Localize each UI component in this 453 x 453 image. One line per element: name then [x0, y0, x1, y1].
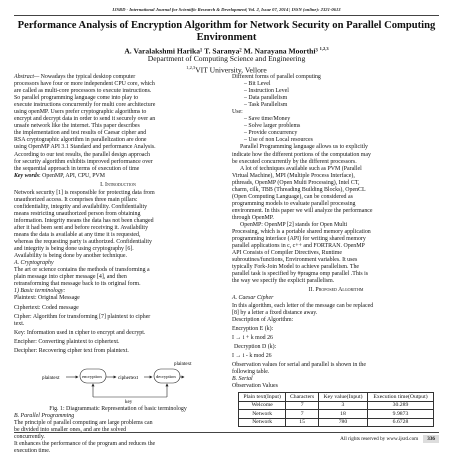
abstract-label: Abstract— [14, 74, 40, 80]
fig-key: key [125, 399, 133, 405]
footer-rule [14, 432, 439, 433]
keywords-text: : OpenMP, API, CPU, PVM [39, 172, 106, 179]
table-cell: 15 [286, 418, 319, 427]
abstract-line-5: using openMP. Users prefer cryptographic algorithms to [14, 109, 147, 116]
parallel-line-3: It enhances the performance of the program and reduces the [14, 441, 156, 448]
intro-line-3: means restricting unauthorized person from obtaining [14, 210, 141, 217]
keywords-label: Key words [14, 172, 40, 179]
parallel-line-2: concurrently. [14, 433, 45, 440]
table-cell: 30.289 [368, 401, 434, 410]
table-title: Observation Values [232, 382, 278, 389]
fig-encryption: encryption [82, 373, 102, 379]
observation-table [238, 392, 434, 427]
abstract-line-11: According to our test results, the parallel design approach [14, 151, 150, 158]
abstract-line-2: are called as multi-core processors to execute instructions. [14, 88, 152, 95]
encryption-diagram [32, 357, 204, 405]
para1-line-3: A lot of techniques available such as PVM (Parallel [240, 165, 362, 172]
forms-list [244, 81, 440, 109]
caesar-line-5: Decryption D (k): [234, 343, 277, 350]
parallel-line-1: be divided into smaller ones, and are the solved [14, 426, 127, 433]
table-cell: 3 [318, 401, 367, 410]
table-cell: Network [239, 418, 286, 427]
para1-line-2: be executed concurrently by the different processors. [232, 158, 357, 165]
abstract-line-4: execute instructions concurrently for multi core architecture [14, 102, 156, 109]
abstract-line-1: processors have four or more independent CPU core, which [14, 81, 155, 88]
fig-plaintext-right: plaintext [174, 361, 192, 367]
abstract-line-13: the sequential approach in terms of execution of time [14, 165, 140, 172]
university-marker: 1,2,3 [186, 65, 196, 70]
caesar-paragraph [232, 303, 440, 376]
para2-line-7: parallel task is specified by #pragma omp parallel .This is [232, 271, 369, 278]
fig-ciphertext: ciphertext [118, 375, 138, 381]
term-5: Encipher: Converting plaintext to ciphertext. [14, 338, 120, 345]
term-2: Cipher: Algorithm for transforming [7] plaintext to cipher [14, 313, 151, 320]
table-cell: 18 [318, 410, 367, 419]
term-1: Ciphertext: Coded message [14, 304, 79, 311]
parallel-line-0: The principle of parallel computing are large problems can [14, 419, 153, 426]
para1-line-6: charm, cilk, TBB (Threading Building Blocks), OpenCL [232, 186, 366, 193]
subsection-caesar-cipher: A. Caesar Cipher [232, 295, 274, 302]
journal-header: IJSRD - International Journal for Scientific Research & Development| Vol. 2, Issue 07, 2014 | ISSN (online): 2321-0613 [112, 7, 341, 12]
para2-line-4: API Consists of Compiler Directives, Runtime [232, 250, 342, 257]
fig-decryption: decryption [156, 373, 176, 379]
section-proposed-algorithm: II. Proposed Algorithm [308, 287, 364, 294]
parallel-line-4: execution time. [14, 448, 51, 453]
intro-line-4: information. Integrity means the data has not been changed [14, 217, 154, 224]
keywords [14, 173, 222, 180]
para2-line-2: programming interface (API) for writing shared memory [232, 236, 366, 243]
table-header-row [239, 393, 434, 402]
abstract-line-6: encrypt and decrypt data in order to send it securely over an [14, 116, 156, 123]
caesar-line-2: Description of Algorithm: [232, 316, 294, 323]
page-footer [340, 435, 439, 443]
terminology-figure [14, 357, 222, 405]
para1-line-1: indicate how the different portions of the computation may [232, 151, 371, 158]
use-label: Use: [232, 109, 243, 116]
table-row [239, 418, 434, 427]
intro-line-5: after it had been sent and before receiving it. Availability [14, 224, 149, 231]
table-cell: 6.6728 [368, 418, 434, 427]
intro-line-8: and integrity is being done using cryptography [6]. [14, 246, 134, 253]
university: VIT University, Vellore [195, 65, 267, 75]
intro-line-7: whereas the requesting party is authorized. Confidentiality [14, 239, 152, 246]
list-item: – Provide concurrency [244, 130, 440, 137]
table-cell: 780 [318, 418, 367, 427]
para1-line-5: pthreads, OpenMP (Open Multi Processing), Intel CT, [232, 179, 360, 186]
header-rule [14, 15, 439, 16]
table-header: Key value(Input) [318, 393, 367, 402]
openmp-paragraph [232, 222, 440, 285]
crypto-paragraph [14, 267, 222, 288]
uses-list [244, 116, 440, 144]
para1-line-8: programming models to evaluate parallel processing [232, 200, 356, 207]
abstract-line-12: for security algorithm exhibits improved performance over [14, 158, 153, 165]
caesar-line-7: Observation values for serial and parallel is shown in the [232, 361, 366, 368]
subsection-cryptography: A. Cryptography [14, 260, 54, 267]
caesar-line-1: [8] by a letter a fixed distance away. [232, 309, 318, 316]
right-column [232, 74, 440, 427]
crypto-line-2: retransforming that message back to its original form. [14, 281, 141, 288]
crypto-line-0: The art or science contains the methods of transforming a [14, 267, 150, 274]
para1-line-4: Virtual Machine), MPI (Multiple Process Interface), [232, 172, 355, 179]
table-header: Execution time(Output) [368, 393, 434, 402]
terminology-list [14, 295, 222, 354]
para1-line-7: (Open Computing Language), can be considered as [232, 193, 353, 200]
table-row [239, 410, 434, 419]
para2-line-6: typically Fork-Join Model to achieve parallelism. The [232, 264, 359, 271]
subsection-basic-terminology: 1) Basic terminology: [14, 288, 66, 295]
table-header: Characters [286, 393, 319, 402]
list-item: – Instruction Level [244, 88, 440, 95]
section-introduction: I. Introduction [100, 181, 136, 188]
term-6: Decipher: Recovering cipher text from plaintext. [14, 347, 129, 354]
intro-line-6: means the data is available at any time it is requested, [14, 232, 141, 239]
paper-title: Performance Analysis of Encryption Algorithm for Network Security on Parallel Computing Environment [17, 20, 436, 43]
para1-line-9: environment. In this paper we will analyze the performance [232, 207, 373, 214]
parallel-paragraph [14, 420, 222, 453]
left-column [14, 74, 222, 453]
para2-line-5: subroutines/functions, Environment variables. It uses [232, 257, 358, 264]
term-4: Key: Information used in cipher to encrypt and decrypt. [14, 329, 146, 336]
forms-intro: Different forms of parallel computing [232, 74, 321, 80]
para2-line-8: the way we specify the explicit parallelism. [232, 278, 335, 285]
fig-plaintext-left: plaintext [42, 375, 60, 381]
term-3: text. [14, 320, 25, 327]
table-cell: Network [239, 410, 286, 419]
intro-line-0: Network security [1] is responsible for protecting data from [14, 189, 155, 196]
abstract-line-8: the implementation and test results of Caesar cipher and [14, 130, 147, 137]
crypto-line-1: plain message into cipher message [4], and then [14, 274, 127, 281]
intro-line-2: confidentiality, integrity and availability. Confidentiality [14, 203, 148, 210]
affiliation-marker: 1,2,3 [319, 46, 329, 51]
authors-text: A. Varalakshmi Harika¹ T. Saranya² M. Narayana Moorthi³ [124, 46, 318, 56]
para1-line-10: through OpenMP. [232, 214, 274, 221]
parallel-models-paragraph [232, 144, 440, 222]
intro-paragraph [14, 190, 222, 260]
para2-line-1: Processing, which is a portable shared memory application [232, 229, 371, 236]
table-cell: Welcome [239, 401, 286, 410]
list-item: – Task Parallelism [244, 102, 440, 109]
para2-line-3: parallel applications in c, c++ and FORTRAN. OpenMP [232, 243, 365, 250]
subsection-parallel-programming: B. Parallel Programming [14, 412, 75, 419]
table-cell: 9.9873 [368, 410, 434, 419]
abstract-line-0: Nowadays the typical desktop computer [39, 74, 136, 80]
subsection-serial: B. Serial [232, 375, 253, 382]
abstract-line-10: using OpenMP API 3.1 Standard and performance Analysis. [14, 144, 156, 151]
caesar-line-0: In this algorithm, each letter of the message can be replaced [232, 302, 374, 309]
abstract [14, 74, 222, 173]
caesar-line-3: Encryption E (k): [232, 325, 274, 332]
list-item: – Data parallelism [244, 95, 440, 102]
caesar-line-4: I → i + k mod 26 [232, 334, 273, 341]
intro-line-1: unauthorized access. It comprises three main pillars: [14, 196, 138, 203]
department: Department of Computing Science and Engineering [147, 54, 306, 63]
list-item: – Save time/Money [244, 116, 440, 123]
para2-line-0: OpenMP: OpenMP [2] stands for Open Multi [240, 221, 348, 228]
figure-caption: Fig. 1: Diagrammatic Representation of basic terminology [49, 405, 187, 412]
table-row [239, 401, 434, 410]
table-cell: 7 [286, 410, 319, 419]
table-header: Plain text(Input) [239, 393, 286, 402]
term-0: Plaintext: Original Message [14, 295, 80, 302]
abstract-line-7: unsafe network like the internet. This paper describes [14, 123, 140, 130]
abstract-line-3: So parallel programming language come into play to [14, 95, 139, 102]
list-item: – Use of non Local resources [244, 137, 440, 144]
para1-line-0: Parallel Programming language allows us to explicitly [240, 144, 368, 151]
table-cell: 7 [286, 401, 319, 410]
footer-rights: All rights reserved by www.ijsrd.com [340, 436, 419, 442]
list-item: – Bit Level [244, 81, 440, 88]
abstract-line-9: RSA cryptographic algorithm in parallelization are done [14, 137, 147, 144]
caesar-line-8: following table. [232, 368, 270, 375]
page-number: 336 [423, 435, 439, 443]
intro-line-9: Availability is being done by another technique. [14, 253, 127, 260]
caesar-line-6: I → i - k mod 26 [232, 352, 272, 359]
list-item: – Solve larger problems [244, 123, 440, 130]
